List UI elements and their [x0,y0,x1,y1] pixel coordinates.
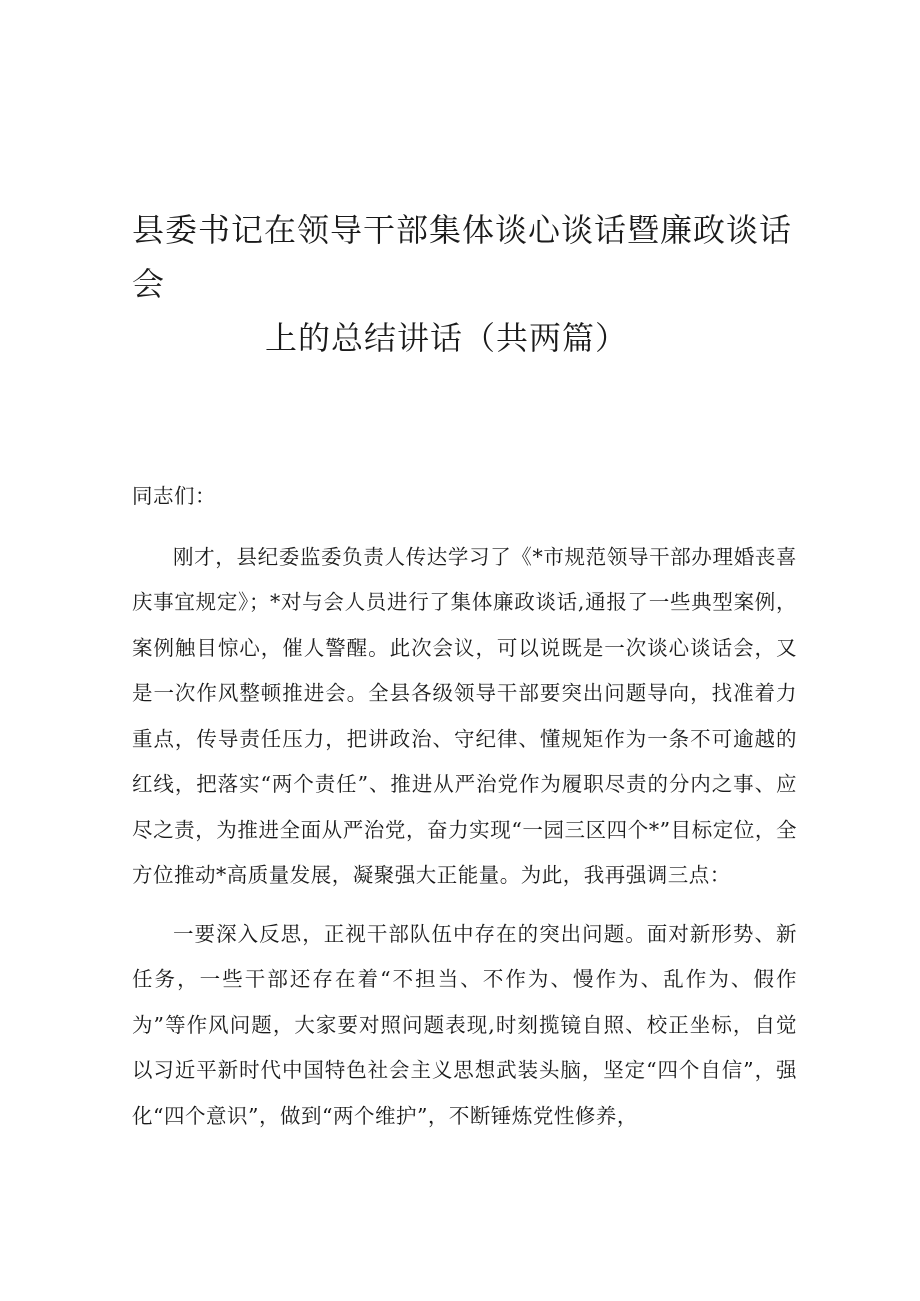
title-line-1: 县委书记在领导干部集体谈心谈话暨廉政谈话会 [132,211,793,303]
paragraph-point-one: 一要深入反思，正视干部队伍中存在的突出问题。面对新形势、新任务，一些干部还存在着“不担当、不作为、慢作为、乱作为、假作为”等作风问题，大家要对照问题表现,时刻揽镜自照、校正坐标，自觉以习近平新时代中国特色社会主义思想武装头脑，坚定“四个自信”，强化“四个意识”，做到“两个维护”，不断锤炼党性修养， [132,921,797,1128]
paragraph-intro: 刚才，县纪委监委负责人传达学习了《*市规范领导干部办理婚丧喜庆事宜规定》；*对与会人员进行了集体廉政谈话,通报了一些典型案例，案例触目惊心，催人警醒。此次会议，可以说既是一次谈心谈话会，又是一次作风整顿推进会。全县各级领导干部要突出问题导向，找准着力重点，传导责任压力，把讲政治、守纪律、懂规矩作为一条不可逾越的红线，把落实“两个责任”、推进从严治党作为履职尽责的分内之事、应尽之责，为推进全面从严治党，奋力实现“一园三区四个*”目标定位，全方位推动*高质量发展，凝聚强大正能量。为此，我再强调三点： [132,544,797,887]
document-title [100,203,820,365]
document-body [132,474,797,1152]
title-line-2: 上的总结讲话（共两篇） [265,319,629,357]
salutation: 同志们： [132,484,216,508]
